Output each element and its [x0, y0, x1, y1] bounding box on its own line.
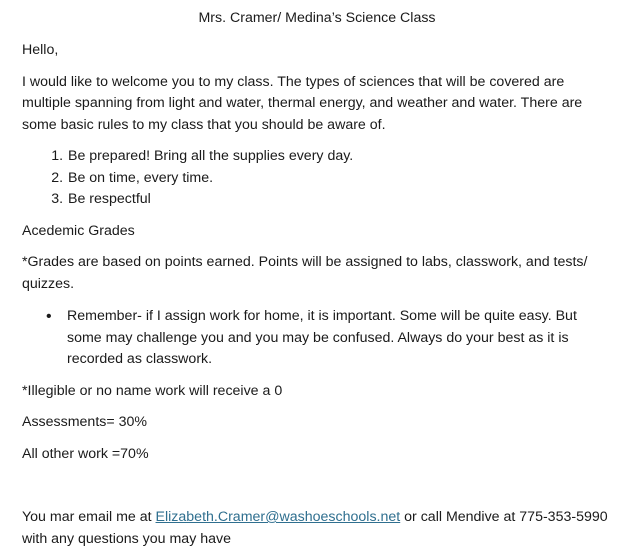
- rule-item: 2. Be on time, every time.: [67, 168, 612, 190]
- email-link[interactable]: Elizabeth.Cramer@washoeschools.net: [155, 509, 401, 525]
- contact-paragraph: [22, 507, 612, 550]
- greeting: Hello,: [22, 42, 59, 58]
- reminder-item: • Remember- if I assign work for home, it is important. Some will be quite easy. But some may challenge you and you may be confused. Always do your best as it is recorded as classwork.: [67, 306, 612, 371]
- rule-item: 1. Be prepared! Bring all the supplies every day.: [67, 146, 612, 168]
- grades-heading: Acedemic Grades: [22, 222, 135, 239]
- rule-item: 3. Be respectful: [67, 189, 612, 211]
- assessments-weight: Assessments= 30%: [22, 414, 147, 430]
- rules-list: [22, 146, 612, 211]
- grades-note: *Grades are based on points earned. Points will be assigned to labs, classwork, and tests/ quizzes.: [22, 254, 588, 292]
- welcome-paragraph: I would like to welcome you to my class. The types of sciences that will be covered are multiple spanning from light and water, thermal energy, and weather and water. There are some basic rules to my class that you should be aware of.: [22, 73, 583, 133]
- other-work-weight: All other work =70%: [22, 445, 149, 462]
- contact-suffix: or call Mendive at 775-353-5990 with any questions you may have: [22, 509, 608, 547]
- illegible-note: *Illegible or no name work will receive a 0: [22, 382, 283, 399]
- reminder-list: [22, 306, 612, 371]
- document-title: Mrs. Cramer/ Medina’s Science Class: [198, 10, 436, 26]
- document-page: [22, 0, 612, 550]
- contact-prefix: You mar email me at: [22, 509, 156, 525]
